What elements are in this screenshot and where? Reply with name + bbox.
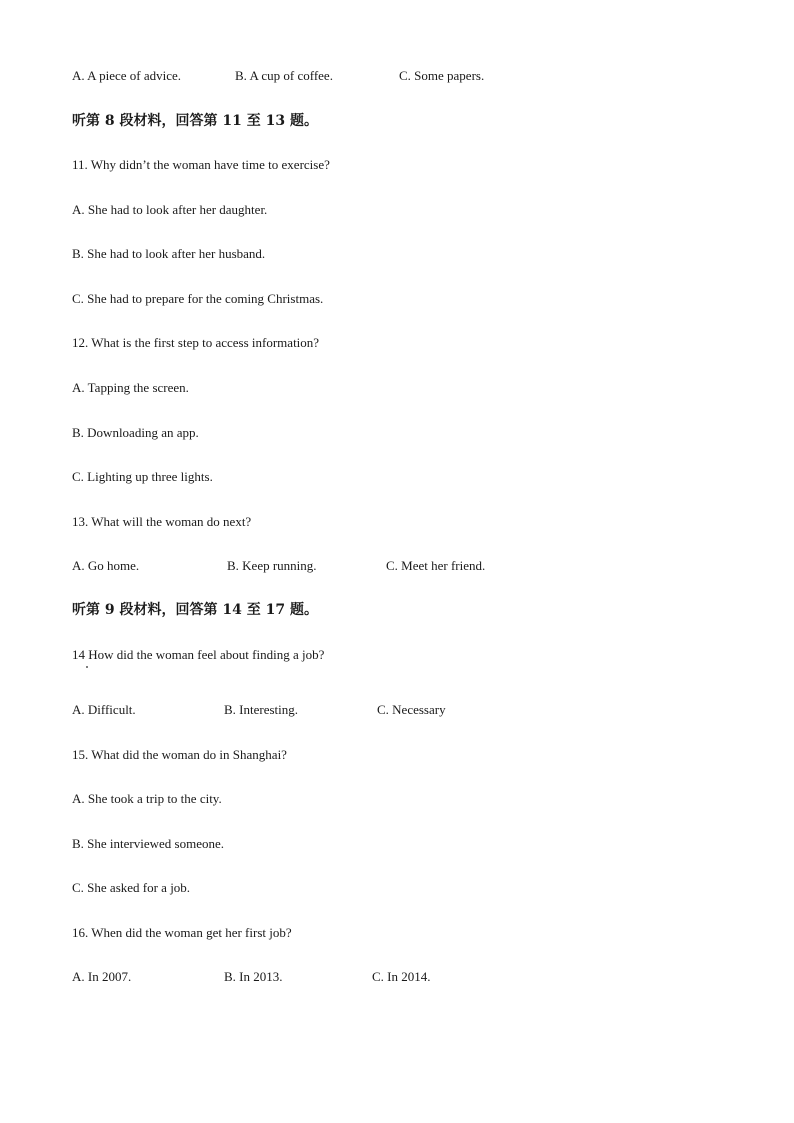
- q11-option-c: C. She had to prepare for the coming Christmas.: [72, 291, 324, 306]
- q10-options: [72, 68, 772, 84]
- q11-option-a: A. She had to look after her daughter.: [72, 202, 268, 217]
- q11-question: 11. Why didn’t the woman have time to exercise?: [72, 157, 330, 172]
- q16-option-b: B. In 2013.: [224, 969, 283, 984]
- q12-option-b: B. Downloading an app.: [72, 425, 199, 440]
- q15-question: 15. What did the woman do in Shanghai?: [72, 747, 287, 762]
- q12-option-a: A. Tapping the screen.: [72, 380, 189, 395]
- q16-options: [72, 969, 772, 985]
- q13-option-a: A. Go home.: [72, 558, 140, 573]
- q14-option-a: A. Difficult.: [72, 702, 136, 717]
- q15-option-a: A. She took a trip to the city.: [72, 791, 222, 806]
- q10-option-c: C. Some papers.: [399, 68, 485, 83]
- q16-option-a: A. In 2007.: [72, 969, 132, 984]
- q12-option-c: C. Lighting up three lights.: [72, 469, 213, 484]
- q15-option-b: B. She interviewed someone.: [72, 836, 224, 851]
- q10-option-a: A. A piece of advice.: [72, 68, 182, 83]
- q12-question: 12. What is the first step to access information?: [72, 335, 320, 350]
- q16-option-c: C. In 2014.: [372, 969, 431, 984]
- q11-option-b: B. She had to look after her husband.: [72, 246, 266, 261]
- stray-mark: [86, 666, 88, 668]
- q14-option-b: B. Interesting.: [224, 702, 299, 717]
- q14-option-c: C. Necessary: [377, 702, 446, 717]
- q14-options: [72, 702, 772, 718]
- q13-option-c: C. Meet her friend.: [386, 558, 486, 573]
- q15-option-c: C. She asked for a job.: [72, 880, 191, 895]
- q16-question: 16. When did the woman get her first job?: [72, 925, 292, 940]
- q13-question: 13. What will the woman do next?: [72, 514, 252, 529]
- q13-options: [72, 558, 772, 574]
- section-8-heading: 听第 8 段材料，回答第 11 至 13 题。: [72, 113, 318, 129]
- q14-question: 14 How did the woman feel about finding a job?: [72, 647, 325, 662]
- q10-option-b: B. A cup of coffee.: [235, 68, 333, 83]
- q13-option-b: B. Keep running.: [227, 558, 317, 573]
- section-9-heading: 听第 9 段材料，回答第 14 至 17 题。: [72, 602, 318, 618]
